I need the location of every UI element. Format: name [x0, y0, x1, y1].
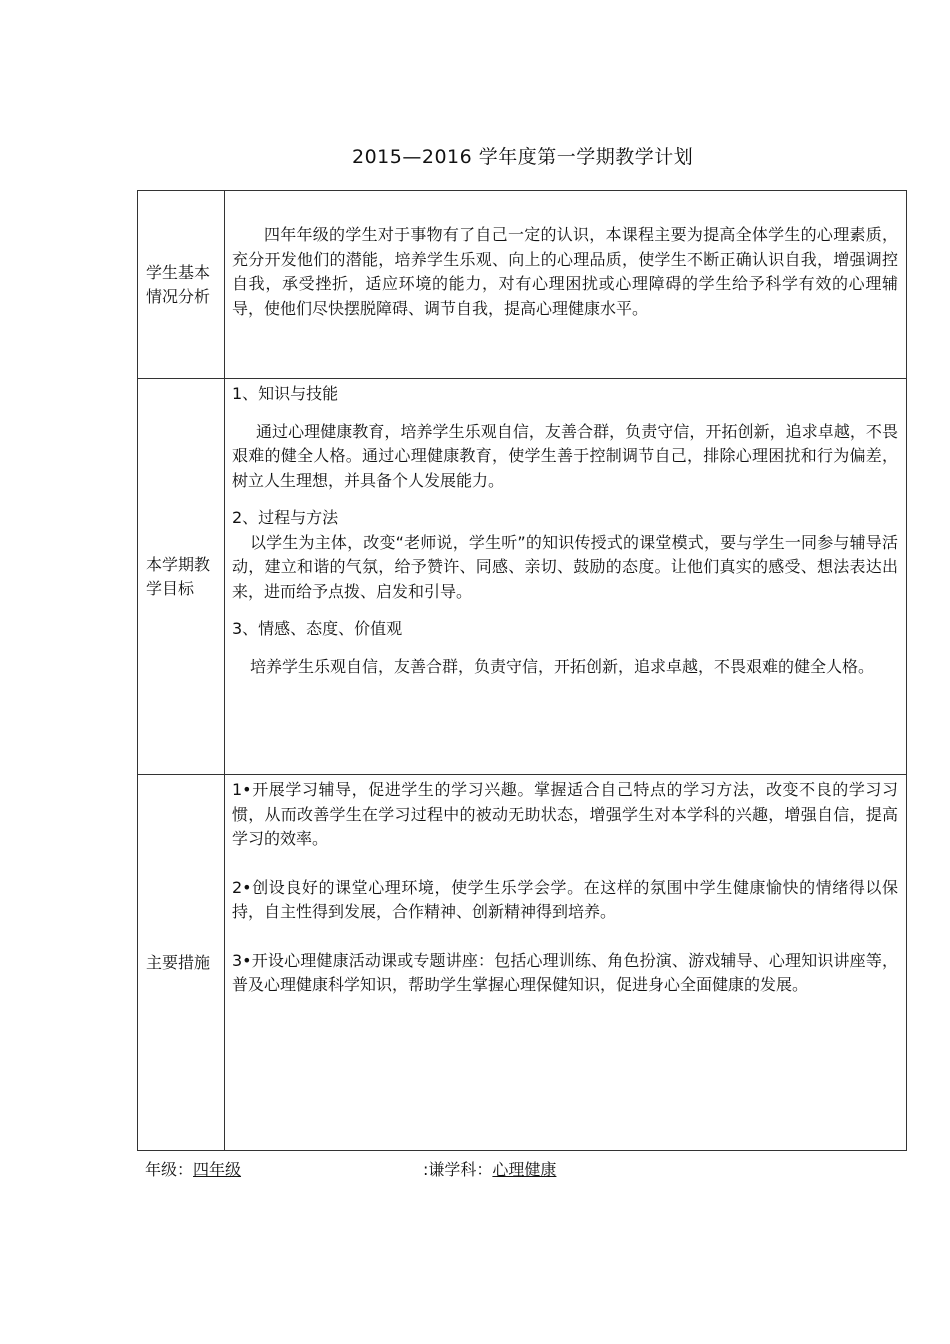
- goal-heading-1: 1、知识与技能: [232, 384, 339, 403]
- grade-field: [145, 1157, 241, 1180]
- row-content-cell: [225, 379, 907, 775]
- subject-prefix: :: [423, 1160, 429, 1179]
- goal-paragraph-3: 培养学生乐观自信，友善合群，负责守信，开拓创新，追求卓越，不畏艰难的健全人格。: [250, 656, 875, 676]
- row-label-main-measures: 主要措施: [146, 952, 211, 972]
- goal-paragraph-2: 以学生为主体，改变“老师说，学生听”的知识传授式的课堂模式，要与学生一同参与辅导活动，建立和谐的气氛，给予赞许、同感、亲切、鼓励的态度。让他们真实的感受、想法表达出来，进而给予点拨、启发和引导。: [232, 532, 898, 601]
- grade-label: 年级：: [145, 1160, 194, 1179]
- grade-value: 四年级: [193, 1160, 242, 1179]
- row-label-cell: [138, 775, 225, 1151]
- subject-label: 谦学科：: [428, 1160, 493, 1179]
- row-label-student-analysis: 学生基本情况分析: [146, 262, 211, 306]
- table-row: [138, 191, 907, 379]
- table-row: [138, 775, 907, 1151]
- main-measures-text-block: [225, 775, 906, 998]
- goal-heading-2: 2、过程与方法: [232, 508, 339, 527]
- student-analysis-text: 四年年级的学生对于事物有了自己一定的认识，本课程主要为提高全体学生的心理素质，充分开发他们的潜能，培养学生乐观、向上的心理品质，使学生不断正确认识自我，增强调控自我，承受挫折，适应环境的能力，对有心理困扰或心理障碍的学生给予科学有效的心理辅导，使他们尽快摆脱障碍、调节自我，提高心理健康水平。: [232, 225, 898, 318]
- row-content-cell: [225, 775, 907, 1151]
- student-analysis-text-block: [225, 191, 906, 321]
- measure-item-2: 2•创设良好的课堂心理环境，使学生乐学会学。在这样的氛围中学生健康愉快的情绪得以保持，自主性得到发展，合作精神、创新精神得到培养。: [232, 877, 898, 921]
- row-label-cell: [138, 379, 225, 775]
- subject-value: 心理健康: [492, 1160, 557, 1179]
- measure-item-3: 3•开设心理健康活动课或专题讲座：包括心理训练、角色扮演、游戏辅导、心理知识讲座等，普及心理健康科学知识，帮助学生掌握心理保健知识，促进身心全面健康的发展。: [232, 950, 898, 994]
- row-content-cell: [225, 191, 907, 379]
- plan-table: [137, 190, 907, 1151]
- page-title: 2015—2016 学年度第一学期教学计划: [352, 146, 694, 168]
- goal-paragraph-1: 通过心理健康教育，培养学生乐观自信，友善合群，负责守信，开拓创新，追求卓越，不畏艰难的健全人格。通过心理健康教育，使学生善于控制调节自己，排除心理困扰和行为偏差，树立人生理想，并具备个人发展能力。: [232, 421, 898, 490]
- subject-field: [423, 1157, 556, 1180]
- measure-item-1: 1•开展学习辅导，促进学生的学习兴趣。掌握适合自己特点的学习方法，改变不良的学习习惯，从而改善学生在学习过程中的被动无助状态，增强学生对本学科的兴趣，增强自信，提高学习的效率。: [232, 780, 898, 848]
- goal-heading-3: 3、情感、态度、价值观: [232, 619, 403, 638]
- teaching-goals-text-block: [225, 379, 906, 679]
- row-label-teaching-goals: 本学期教学目标: [146, 554, 211, 598]
- row-label-cell: [138, 191, 225, 379]
- table-row: [138, 379, 907, 775]
